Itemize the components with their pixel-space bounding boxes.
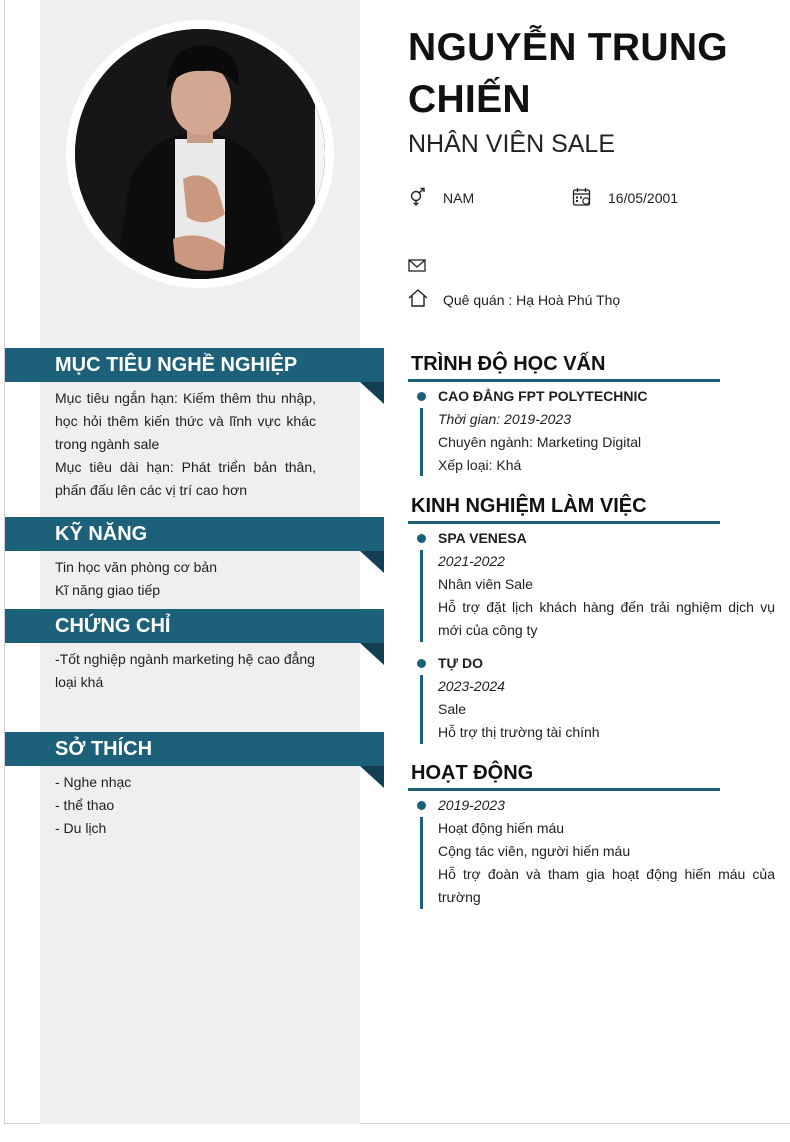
timeline-dot [417, 801, 426, 810]
hometown-value: Quê quán : Hạ Hoà Phú Thọ [443, 292, 621, 308]
timeline-bar [420, 550, 423, 642]
education-heading: TRÌNH ĐỘ HỌC VẤN [411, 353, 606, 375]
job-description: Hỗ trợ đặt lịch khách hàng đến trải nghiệm dịch vụ mới của công ty [438, 599, 775, 638]
activities-underline [408, 788, 720, 791]
activity-line: Hỗ trợ đoàn và tham gia hoạt động hiến máu của trường [438, 866, 775, 905]
home-icon [408, 288, 428, 308]
job-position: Nhân viên Sale [438, 576, 533, 592]
job-title: NHÂN VIÊN SALE [408, 130, 616, 158]
job-company: SPA VENESA [438, 530, 527, 546]
timeline-bar [420, 675, 423, 744]
job-period: 2021-2022 [438, 553, 505, 569]
education-major: Chuyên ngành: Marketing Digital [438, 434, 642, 450]
hobbies-heading: SỞ THÍCH [5, 732, 384, 766]
education-rank: Xếp loại: Khá [438, 457, 522, 473]
job-period: 2023-2024 [438, 678, 505, 694]
experience-underline [408, 521, 720, 524]
calendar-icon [572, 187, 592, 207]
name-line-1: NGUYỄN TRUNG [408, 26, 728, 69]
job-entry [438, 652, 775, 744]
skills-heading: KỸ NĂNG [5, 517, 384, 551]
skill-item: Tin học văn phòng cơ bản [55, 559, 217, 575]
gender-icon [408, 187, 428, 207]
job-entry [438, 527, 775, 642]
objective-text [55, 387, 316, 502]
birthdate-value: 16/05/2001 [608, 190, 679, 206]
objective-heading: MỤC TIÊU NGHỀ NGHIỆP [5, 348, 384, 382]
gender-value: NAM [443, 190, 475, 206]
avatar-photo [75, 29, 325, 279]
timeline-dot [417, 659, 426, 668]
certificates-heading-fold [360, 643, 384, 665]
certificates-heading: CHỨNG CHỈ [5, 609, 384, 643]
full-name [408, 22, 768, 126]
certificates-text: -Tốt nghiệp ngành marketing hệ cao đẳng loại khá [55, 651, 315, 690]
objective-short: Mục tiêu ngắn hạn: Kiếm thêm thu nhập, học hỏi thêm kiến thức và lĩnh vực khác trong ngành sale [55, 390, 316, 452]
education-time: Thời gian: 2019-2023 [438, 411, 571, 427]
job-description: Hỗ trợ thị trường tài chính [438, 724, 600, 740]
experience-heading: KINH NGHIỆM LÀM VIỆC [411, 495, 647, 517]
timeline-bar [420, 408, 423, 476]
education-underline [408, 379, 720, 382]
timeline-dot [417, 534, 426, 543]
objective-heading-fold [360, 382, 384, 404]
timeline-dot [417, 392, 426, 401]
hobbies-list [55, 771, 316, 840]
activities-heading: HOẠT ĐỘNG [411, 762, 534, 784]
hobbies-heading-fold [360, 766, 384, 788]
hobby-item: - Du lịch [55, 820, 107, 836]
skills-heading-fold [360, 551, 384, 573]
job-position: Sale [438, 701, 467, 717]
activity-period: 2019-2023 [438, 797, 505, 813]
activity-entry [438, 794, 775, 909]
education-entry [438, 385, 775, 477]
mail-icon [408, 256, 428, 276]
hobby-item: - thể thao [55, 797, 115, 813]
school-name: CAO ĐẲNG FPT POLYTECHNIC [438, 388, 648, 404]
avatar [75, 29, 325, 279]
timeline-bar [420, 817, 423, 909]
skill-item: Kĩ năng giao tiếp [55, 582, 161, 598]
activity-line: Hoạt động hiến máu [438, 820, 565, 836]
job-company: TỰ DO [438, 655, 484, 671]
objective-long: Mục tiêu dài hạn: Phát triển bản thân, phấn đấu lên các vị trí cao hơn [55, 459, 316, 498]
name-line-2: CHIẾN [408, 78, 531, 121]
hobby-item: - Nghe nhạc [55, 774, 132, 790]
skills-list [55, 556, 316, 602]
activity-line: Cộng tác viên, người hiến máu [438, 843, 631, 859]
